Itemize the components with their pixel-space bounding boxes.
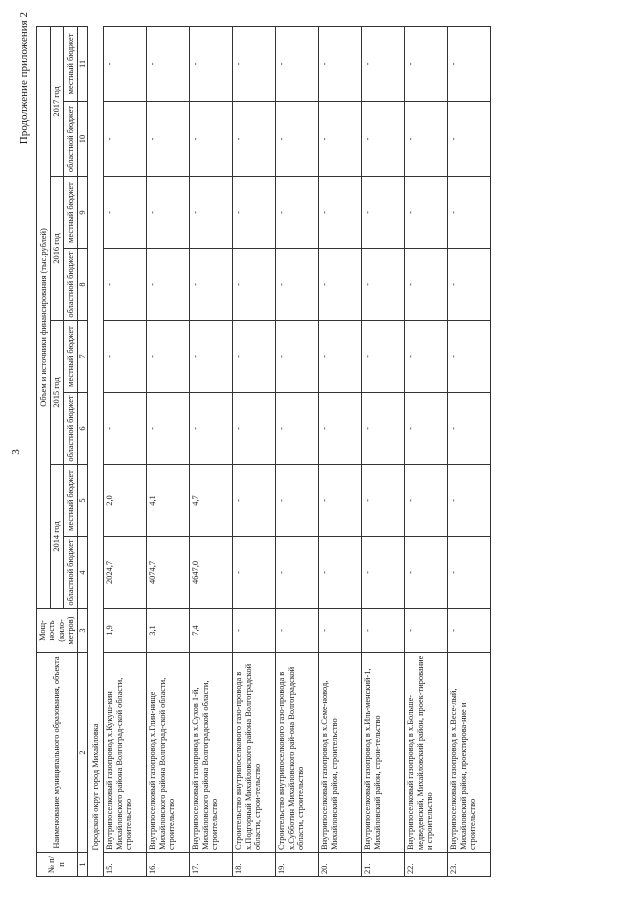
column-index: 10: [77, 102, 87, 177]
row-number: 22.: [405, 853, 448, 877]
table-row: [190, 26, 233, 876]
object-name: Строительство внутрипоселкового газо-провода в х.Подгорный Михайловского района Волгоградской области, строи-тельство: [233, 653, 276, 853]
column-index: 1: [77, 853, 87, 877]
header-local-budget: местный бюджет: [64, 321, 78, 393]
funding-cell: -: [319, 249, 362, 321]
funding-cell: -: [276, 249, 319, 321]
funding-cell: -: [319, 465, 362, 537]
table-row: [319, 26, 362, 876]
funding-cell: -: [448, 393, 491, 465]
header-regional-budget: областной бюджет: [64, 249, 78, 321]
funding-cell: -: [147, 393, 190, 465]
funding-cell: -: [405, 465, 448, 537]
table-row: [147, 26, 190, 876]
funding-cell: 2024,7: [104, 537, 147, 609]
section-title: Городской округ город Михайловка: [88, 26, 104, 852]
object-name: Внутрипоселковый газопровод х.Кукуш-кин Михайловского района Волгоград-ской области, строительство: [104, 653, 147, 853]
funding-cell: -: [147, 177, 190, 249]
funding-cell: -: [276, 26, 319, 101]
header-capacity: Мощ-ность (кило-метров): [37, 609, 78, 653]
funding-cell: -: [319, 537, 362, 609]
object-name: Внутрипоселковый газопровод в х.Иль-менский-1, Михайловский район, строи-тельство: [362, 653, 405, 853]
table-row: [405, 26, 448, 876]
funding-cell: -: [233, 465, 276, 537]
funding-cell: -: [405, 249, 448, 321]
header-local-budget: местный бюджет: [64, 177, 78, 249]
funding-cell: -: [362, 26, 405, 101]
funding-cell: -: [104, 393, 147, 465]
funding-cell: -: [319, 393, 362, 465]
column-index: 2: [77, 653, 87, 853]
funding-cell: -: [190, 177, 233, 249]
capacity-cell: 3,1: [147, 609, 190, 653]
header-regional-budget: областной бюджет: [64, 102, 78, 177]
funding-cell: -: [405, 26, 448, 101]
header-regional-budget: областной бюджет: [64, 393, 78, 465]
column-index: 9: [77, 177, 87, 249]
table-row: [362, 26, 405, 876]
funding-cell: -: [276, 537, 319, 609]
page-number: 3: [10, 449, 22, 455]
funding-cell: -: [276, 393, 319, 465]
table-row: [233, 26, 276, 876]
header-year-2016: 2016 год: [50, 177, 64, 321]
capacity-cell: -: [362, 609, 405, 653]
funding-cell: -: [362, 177, 405, 249]
row-number: 23.: [448, 853, 491, 877]
funding-cell: -: [405, 537, 448, 609]
header-regional-budget: областной бюджет: [64, 537, 78, 609]
object-name: Внутрипоселковый газопровод в х.Семе-новод, Михайловский район, строительство: [319, 653, 362, 853]
funding-cell: -: [276, 102, 319, 177]
funding-cell: -: [405, 177, 448, 249]
funding-cell: -: [448, 465, 491, 537]
funding-cell: -: [104, 249, 147, 321]
column-index: 6: [77, 393, 87, 465]
funding-cell: -: [319, 102, 362, 177]
capacity-cell: -: [319, 609, 362, 653]
funding-cell: -: [448, 249, 491, 321]
funding-cell: -: [190, 26, 233, 101]
capacity-cell: -: [448, 609, 491, 653]
row-number: 20.: [319, 853, 362, 877]
funding-cell: -: [190, 249, 233, 321]
funding-cell: -: [319, 321, 362, 393]
funding-cell: -: [104, 26, 147, 101]
funding-cell: -: [233, 26, 276, 101]
funding-cell: 4647,0: [190, 537, 233, 609]
funding-cell: -: [233, 321, 276, 393]
column-index-row: [77, 26, 87, 876]
funding-cell: -: [147, 26, 190, 101]
funding-cell: -: [190, 393, 233, 465]
funding-cell: -: [233, 177, 276, 249]
object-name: Внутрипоселковый газопровод в х.Весе-лый, Михайловский район, проектирова-ние и строительство: [448, 653, 491, 853]
row-number: 15.: [104, 853, 147, 877]
column-index: 8: [77, 249, 87, 321]
funding-cell: -: [362, 537, 405, 609]
funding-cell: -: [147, 249, 190, 321]
row-number: 19.: [276, 853, 319, 877]
capacity-cell: -: [276, 609, 319, 653]
header-name: Наименование муниципального образования, объекта: [37, 653, 78, 853]
header-year-2017: 2017 год: [50, 26, 64, 176]
funding-cell: 2,0: [104, 465, 147, 537]
table-row: [104, 26, 147, 876]
object-name: Внутрипоселковый газопровод х.Глин-нище Михайловского района Волгоград-ской области, строительство: [147, 653, 190, 853]
funding-cell: -: [362, 321, 405, 393]
funding-cell: -: [233, 393, 276, 465]
funding-table: [36, 26, 491, 877]
header-year-2014: 2014 год: [50, 465, 64, 609]
table-row: [448, 26, 491, 876]
funding-cell: -: [362, 465, 405, 537]
funding-cell: -: [319, 177, 362, 249]
funding-cell: -: [276, 465, 319, 537]
funding-cell: -: [147, 321, 190, 393]
funding-cell: -: [362, 102, 405, 177]
column-index: 4: [77, 537, 87, 609]
funding-cell: 4,7: [190, 465, 233, 537]
funding-cell: -: [233, 249, 276, 321]
funding-cell: -: [405, 102, 448, 177]
funding-cell: -: [104, 177, 147, 249]
funding-cell: -: [448, 102, 491, 177]
funding-cell: -: [233, 102, 276, 177]
funding-cell: -: [448, 537, 491, 609]
header-num: № п/п: [37, 853, 78, 877]
capacity-cell: -: [405, 609, 448, 653]
funding-cell: -: [104, 102, 147, 177]
column-index: 5: [77, 465, 87, 537]
funding-cell: -: [362, 393, 405, 465]
column-index: 7: [77, 321, 87, 393]
capacity-cell: 7,4: [190, 609, 233, 653]
funding-cell: -: [405, 393, 448, 465]
table-row: [276, 26, 319, 876]
object-name: Внутрипоселковый газопровод в х.Больше-медведевский, Михайловский район, проек-тирование и строительство: [405, 653, 448, 853]
continuation-note: Продолжение приложения 2: [18, 12, 30, 145]
capacity-cell: -: [233, 609, 276, 653]
funding-cell: -: [448, 177, 491, 249]
funding-cell: -: [233, 537, 276, 609]
section-row: [88, 26, 104, 876]
object-name: Строительство внутрипоселкового газо-провода в х.Субботин Михайловского рай-она Волгоградской области, строительство: [276, 653, 319, 853]
column-index: 3: [77, 609, 87, 653]
funding-cell: 4074,7: [147, 537, 190, 609]
funding-cell: -: [319, 26, 362, 101]
funding-cell: -: [448, 26, 491, 101]
funding-cell: -: [276, 177, 319, 249]
row-number: 21.: [362, 853, 405, 877]
header-year-2015: 2015 год: [50, 321, 64, 465]
capacity-cell: 1,9: [104, 609, 147, 653]
header-funding: Объем и источники финансирования (тыс.рублей): [37, 26, 51, 608]
funding-cell: -: [190, 321, 233, 393]
row-number: 17.: [190, 853, 233, 877]
funding-cell: -: [276, 321, 319, 393]
funding-cell: -: [362, 249, 405, 321]
row-number: 18.: [233, 853, 276, 877]
funding-cell: -: [147, 102, 190, 177]
object-name: Внутрипоселковый газопровод в х.Сухов 1-й, Михайловского района Волгоградской области, строительство: [190, 653, 233, 853]
header-local-budget: местный бюджет: [64, 26, 78, 101]
header-local-budget: местный бюджет: [64, 465, 78, 537]
funding-cell: -: [448, 321, 491, 393]
funding-cell: -: [104, 321, 147, 393]
funding-cell: 4,1: [147, 465, 190, 537]
column-index: 11: [77, 26, 87, 101]
funding-cell: -: [405, 321, 448, 393]
funding-cell: -: [190, 102, 233, 177]
row-number: 16.: [147, 853, 190, 877]
